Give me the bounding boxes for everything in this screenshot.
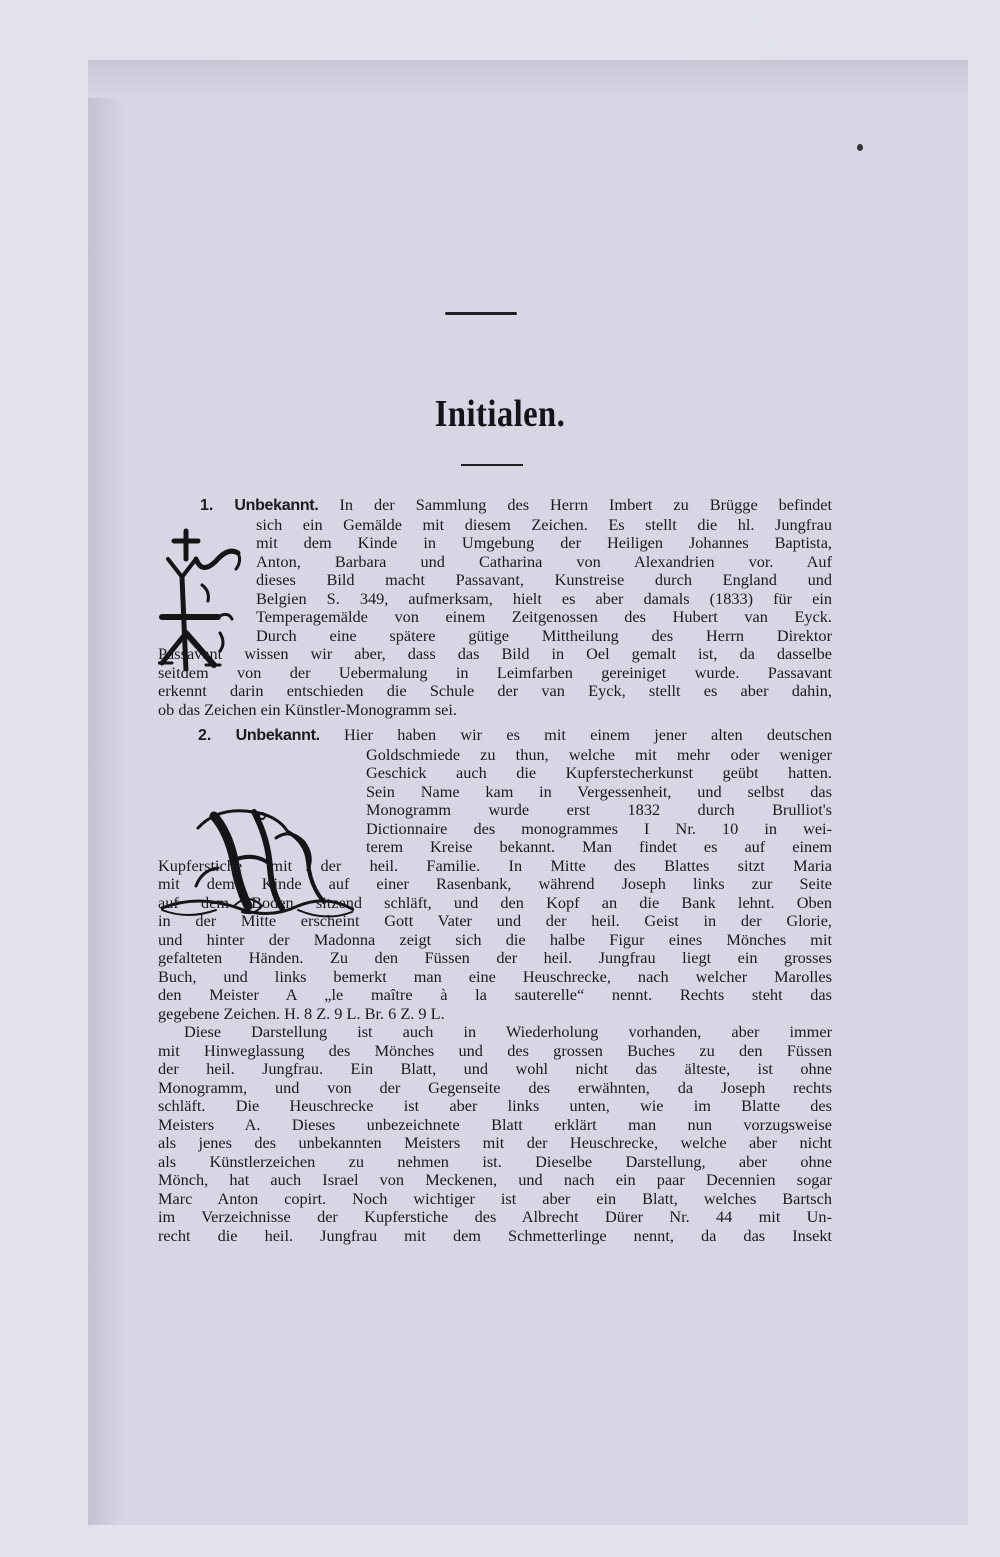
text-line: als Künstlerzeichen zu nehmen ist. Dieselbe Darstellung, aber ohne (158, 1151, 832, 1171)
text-line: gegebene Zeichen. H. 8 Z. 9 L. Br. 6 Z. 9 L. (158, 1003, 445, 1023)
text-line: Mönch, hat auch Israel von Meckenen, und nach ein paar Decennien sogar (158, 1170, 832, 1189)
text-line: Dictionnaire des monogrammes I Nr. 10 in wei- (366, 818, 832, 838)
text-line: ob das Zeichen ein Künstler-Monogramm sei. (158, 699, 457, 719)
text-line: Sein Name kam in Vergessenheit, und selbst das (366, 781, 832, 801)
text-segment: Hier haben wir es mit einem jener alten deutschen (344, 725, 833, 744)
page-top-shadow (88, 60, 968, 98)
text-line: Passavant wissen wir aber, dass das Bild in Oel gemalt ist, da dasselbe (158, 644, 832, 663)
text-line: und hinter der Madonna zeigt sich die halbe Figur eines Mönches mit (158, 929, 832, 949)
title-rule (461, 464, 523, 466)
text-line: sich ein Gemälde mit diesem Zeichen. Es stellt die hl. Jungfrau (256, 514, 832, 534)
text-line: Kupferstiche mit der heil. Familie. In Mitte des Blattes sitzt Maria (158, 855, 832, 875)
text-line: Marc Anton copirt. Noch wichtiger ist aber ein Blatt, welches Bartsch (158, 1188, 832, 1208)
text-line (158, 496, 832, 516)
text-line: der heil. Jungfrau. Ein Blatt, und wohl nicht das älteste, ist ohne (158, 1059, 832, 1078)
text-line: Goldschmiede zu thun, welche mit mehr oder weniger (366, 744, 832, 764)
text-line: Diese Darstellung ist auch in Wiederholung vorhanden, aber immer (184, 1022, 832, 1041)
entry-heading: Unbekannt. (235, 727, 320, 744)
entry-2 (158, 726, 832, 1245)
entry-1 (158, 496, 832, 719)
article-body (158, 496, 832, 1245)
text-line: erkennt darin entschieden die Schule der van Eyck, stellt es aber dahin, (158, 681, 832, 700)
text-line: Monogramm, und von der Gegenseite des erwähnten, da Joseph rechts (158, 1077, 832, 1097)
text-line: Buch, und links bemerkt man eine Heuschrecke, nach welcher Marolles (158, 966, 832, 986)
text-line: recht die heil. Jungfrau mit dem Schmetterlinge nennt, da das Insekt (158, 1225, 832, 1245)
text-line: Geschick auch die Kupferstecherkunst geübt hatten. (366, 763, 832, 782)
text-line: dieses Bild macht Passavant, Kunstreise durch England und (256, 570, 832, 589)
ink-spot (857, 144, 863, 151)
text-line: im Verzeichnisse der Kupferstiche des Albrecht Dürer Nr. 44 mit Un- (158, 1207, 832, 1226)
text-line: Durch eine spätere gütige Mittheilung des Herrn Direktor (256, 625, 832, 645)
text-line: als jenes des unbekannten Meisters mit der Heuschrecke, welche aber nicht (158, 1133, 832, 1152)
text-line: den Meister A „le maître à la sauterelle“ nennt. Rechts steht das (158, 985, 832, 1004)
page-title: Initialen. (434, 393, 566, 435)
text-line: mit Hinweglassung des Mönches und des grossen Buches zu den Füssen (158, 1040, 832, 1060)
entry-number: 2. (198, 727, 212, 744)
text-line: Anton, Barbara und Catharina von Alexandrien vor. Auf (256, 551, 832, 571)
text-line: mit dem Kinde in Umgebung der Heiligen Johannes Baptista, (256, 533, 832, 552)
text-line: seitdem von der Uebermalung in Leimfarben gereiniget wurde. Passavant (158, 662, 832, 682)
text-line: Monogramm wurde erst 1832 durch Brulliot's (366, 800, 832, 819)
text-line: mit dem Kinde auf einer Rasenbank, während Joseph links zur Seite (158, 874, 832, 893)
page-edge-shadow (88, 60, 122, 1525)
text-line (158, 726, 832, 746)
text-line: terem Kreise bekannt. Man findet es auf einem (366, 837, 832, 856)
top-ornament-rule (445, 312, 517, 315)
text-line: gefalteten Händen. Zu den Füssen der heil. Jungfrau liegt ein grosses (158, 948, 832, 967)
text-line: auf dem Boden sitzend schläft, und den Kopf an die Bank lehnt. Oben (158, 892, 832, 912)
entry-number: 1. (200, 497, 214, 514)
entry-heading: Unbekannt. (234, 497, 319, 514)
text-segment: In der Sammlung des Herrn Imbert zu Brügge befindet (339, 495, 832, 514)
text-line: in der Mitte erscheint Gott Vater und der heil. Geist in der Glorie, (158, 911, 832, 930)
text-line: Temperagemälde von einem Zeitgenossen des Hubert van Eyck. (256, 607, 832, 626)
text-line: Meisters A. Dieses unbezeichnete Blatt erklärt man nun vorzugsweise (158, 1114, 832, 1134)
text-line: Belgien S. 349, aufmerksam, hielt es aber damals (1833) für ein (256, 588, 832, 608)
text-line: schläft. Die Heuschrecke ist aber links unten, wie im Blatte des (158, 1096, 832, 1115)
